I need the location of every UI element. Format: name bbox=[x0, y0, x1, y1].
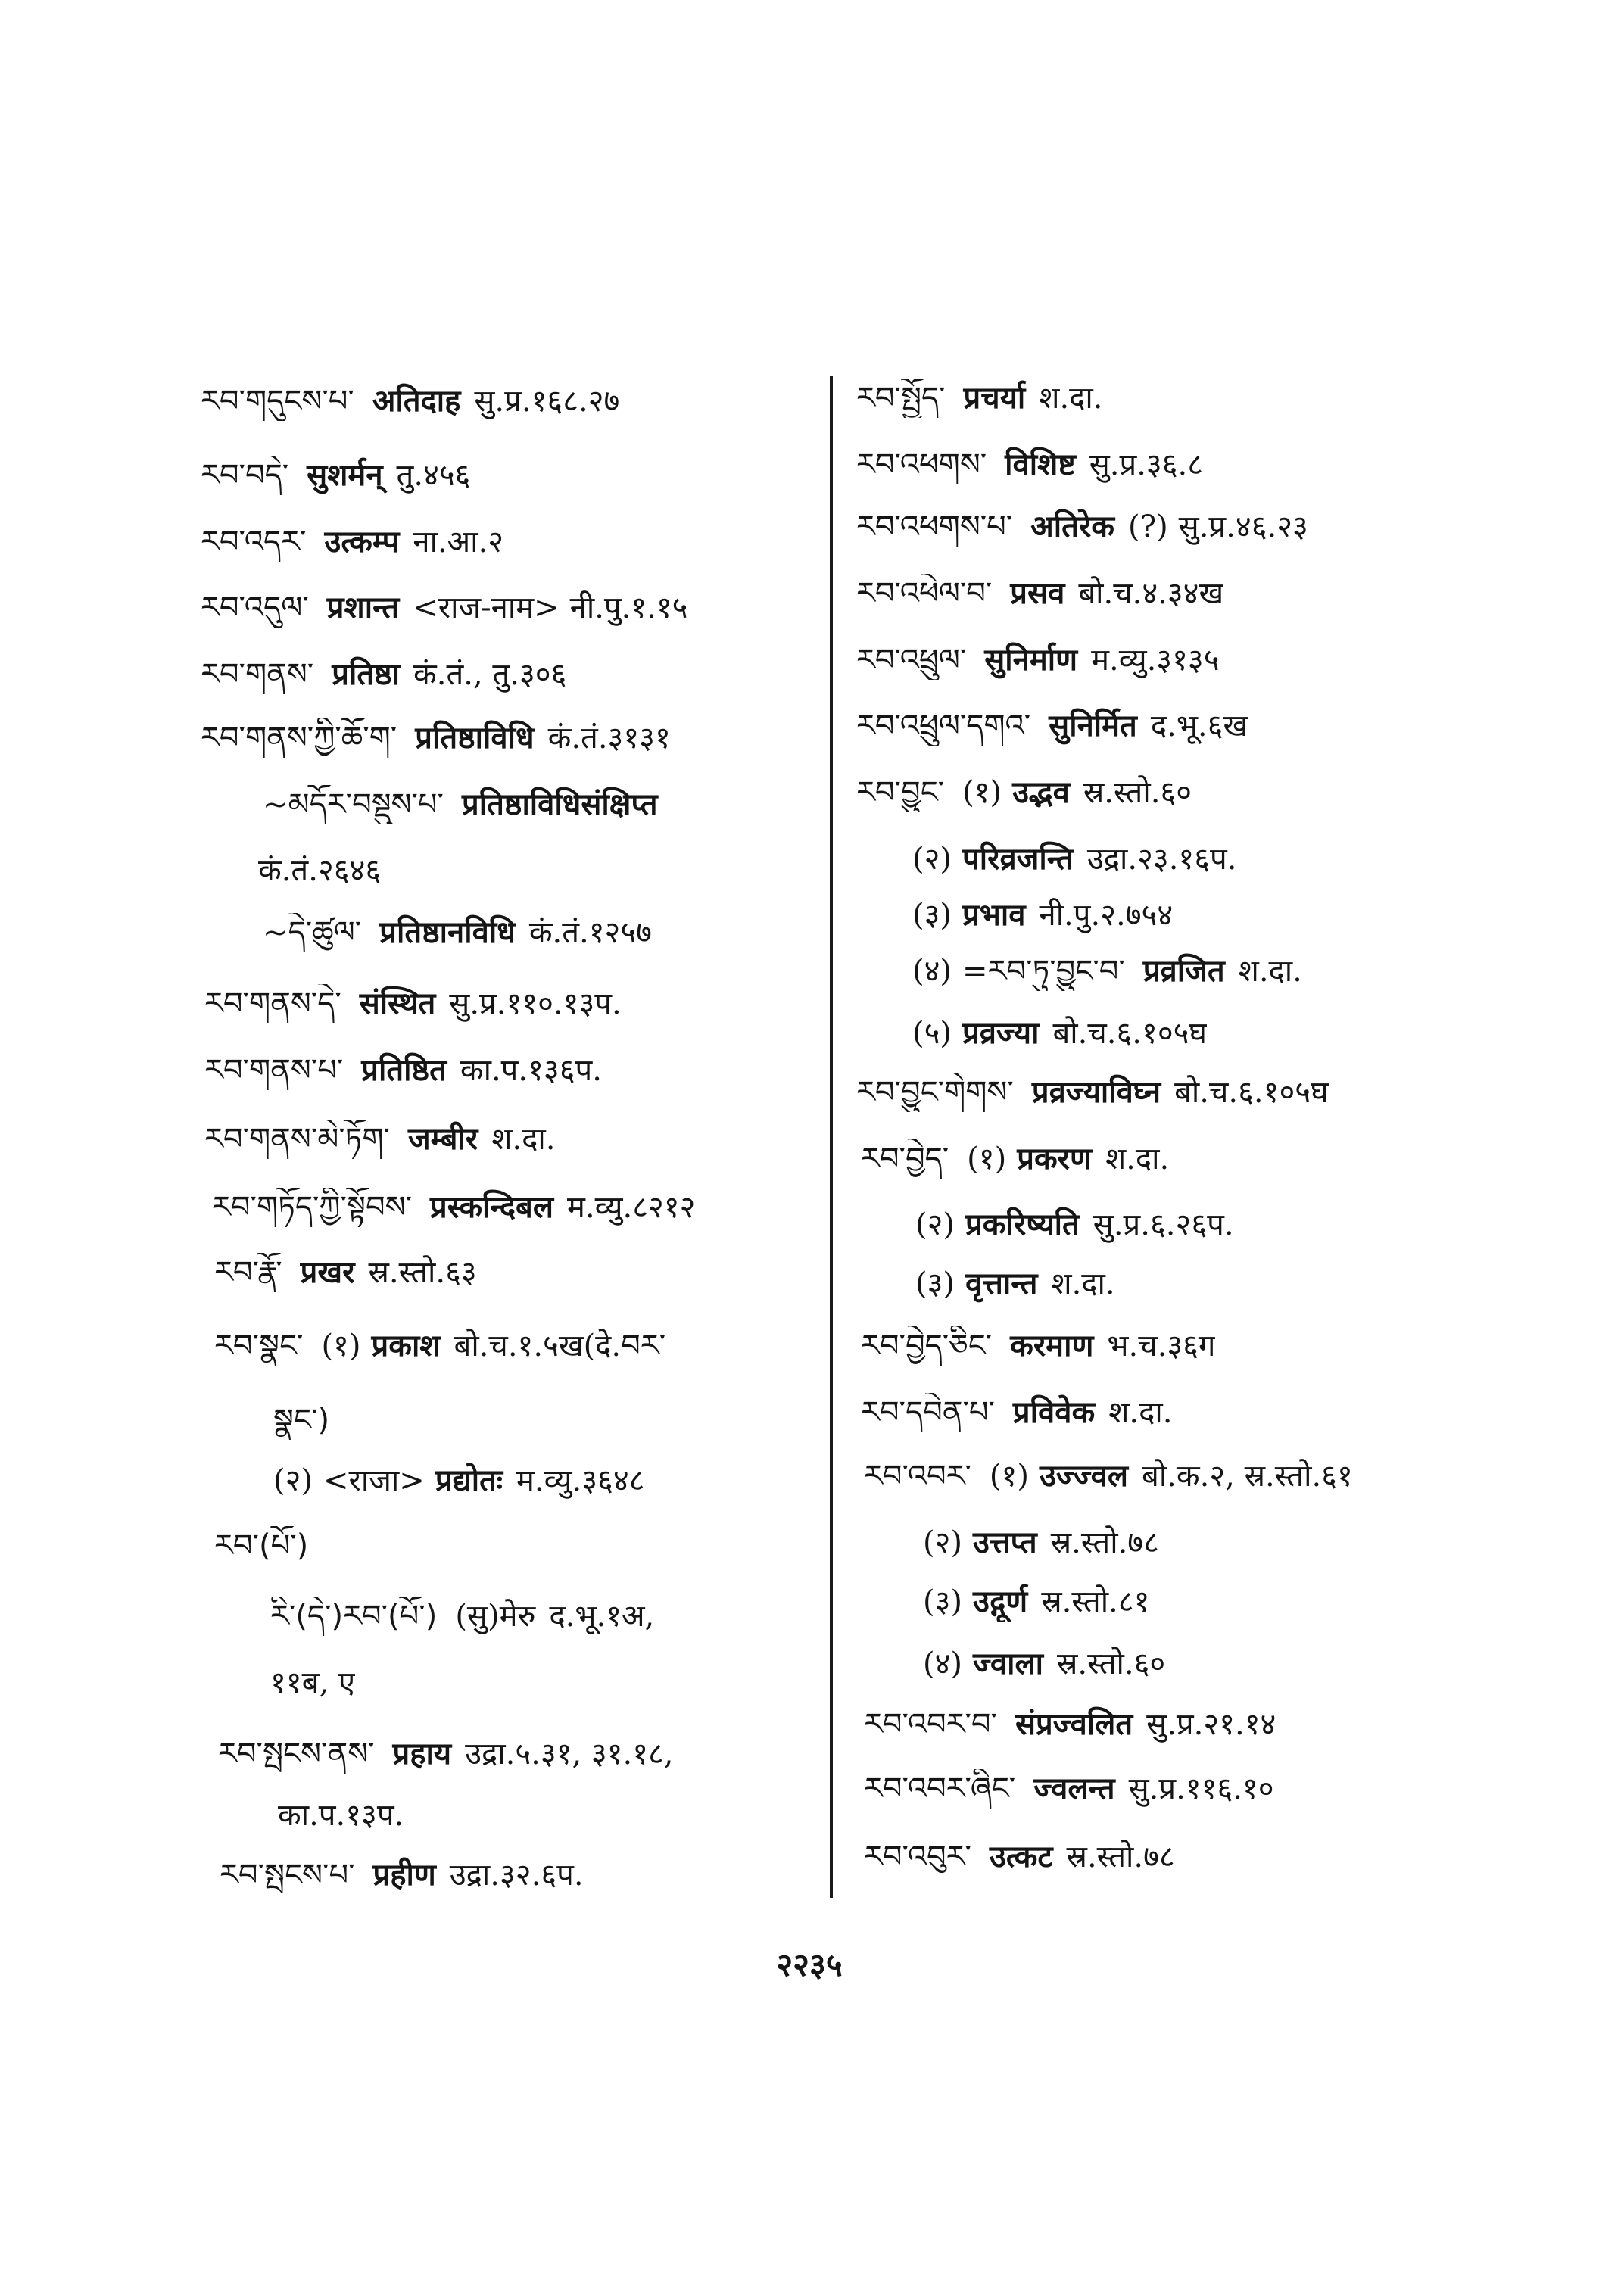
tibetan-headword: རབ་གདུངས་པ་ bbox=[201, 384, 354, 419]
sanskrit-term: सुनिर्माण bbox=[984, 642, 1078, 678]
source-reference: ११ब, ए bbox=[270, 1665, 355, 1700]
entry-line bbox=[201, 655, 566, 694]
source-reference: म.व्यु.८२१२ bbox=[566, 1190, 696, 1225]
entry-line bbox=[861, 1139, 1169, 1179]
sense-number: (१) bbox=[962, 775, 1002, 810]
sanskrit-term: उज्ज्वल bbox=[1039, 1458, 1128, 1494]
tibetan-headword: རབ་འབར་ bbox=[864, 1459, 971, 1494]
tibetan-headword: རབ་སྤངས་ནས་ bbox=[218, 1737, 375, 1771]
sanskrit-term: प्रकाश bbox=[371, 1328, 441, 1363]
tibetan-headword: ~དེ་ཚུལ་ bbox=[263, 915, 362, 950]
entry-line bbox=[915, 1205, 1234, 1245]
source-reference: का.प.१३६प. bbox=[460, 1053, 602, 1088]
sanskrit-term: प्रविवेक bbox=[1012, 1394, 1096, 1430]
sanskrit-term: प्रकरिष्यति bbox=[965, 1207, 1080, 1242]
sanskrit-term: प्रस्कन्दिबल bbox=[430, 1189, 553, 1225]
entry-line bbox=[201, 522, 503, 562]
source-reference: श.दा. bbox=[491, 1122, 556, 1157]
entry-line bbox=[204, 1051, 602, 1090]
source-reference: म.व्यु.३१३५ bbox=[1091, 643, 1220, 678]
usage-note: (?) bbox=[1128, 509, 1168, 544]
sense-number: (२) bbox=[923, 1525, 963, 1560]
source-reference: श.दा. bbox=[1108, 1395, 1173, 1430]
sanskrit-term: प्रखर bbox=[300, 1254, 355, 1290]
sanskrit-term: जम्बीर bbox=[407, 1121, 478, 1157]
tibetan-headword: རབ་འཕགས་ bbox=[856, 447, 987, 482]
source-reference: श.दा. bbox=[1051, 1266, 1115, 1301]
sanskrit-term: प्रसव bbox=[1010, 575, 1065, 611]
tibetan-headword: =རབ་ཏུ་བྱུང་བ་ bbox=[962, 954, 1125, 989]
tibetan-headword: རབ་བདེ་ bbox=[201, 458, 289, 493]
sanskrit-term: करमाण bbox=[1010, 1328, 1094, 1363]
sense-number: (४) bbox=[923, 1647, 963, 1681]
entry-line bbox=[220, 1855, 584, 1895]
sanskrit-term: उत्कट bbox=[989, 1839, 1053, 1874]
sanskrit-term: ज्वाला bbox=[973, 1646, 1043, 1681]
entry-line bbox=[912, 1014, 1207, 1053]
sanskrit-term: प्रव्रजित bbox=[1142, 953, 1225, 989]
tibetan-headword: རབ་འབར་ཞིང་ bbox=[864, 1771, 1016, 1806]
entry-line bbox=[923, 1523, 1159, 1562]
source-reference: नी.पु.१.१५ bbox=[569, 590, 688, 625]
tibetan-headword: རབ་འབུར་ bbox=[864, 1840, 971, 1874]
source-reference: कं.तं.२६४६ bbox=[258, 853, 382, 888]
sense-number: (१) bbox=[989, 1459, 1029, 1494]
entry-line bbox=[915, 1264, 1115, 1304]
entry-line bbox=[912, 896, 1173, 935]
tibetan-headword: རབ་རྣོ་ bbox=[214, 1255, 282, 1290]
tibetan-headword: རབ་འདར་ bbox=[201, 525, 307, 559]
tibetan-headword: རབ་བྱུང་ bbox=[856, 775, 945, 810]
sanskrit-term: सुशर्मन् bbox=[307, 457, 383, 493]
source-reference: कं.तं.१२५७ bbox=[528, 915, 652, 950]
sanskrit-term: प्रतिष्ठानविधि bbox=[379, 914, 516, 950]
sanskrit-term: सुनिर्मित bbox=[1049, 708, 1137, 743]
sense-number: (३) bbox=[923, 1584, 963, 1619]
entry-line bbox=[923, 1644, 1165, 1684]
sense-number: (१) bbox=[321, 1329, 361, 1363]
source-reference: सु.प्र.६.२६प. bbox=[1093, 1207, 1234, 1242]
usage-note: <राज-नाम> bbox=[413, 590, 560, 625]
source-reference: सु.प्र.३६.८ bbox=[1089, 447, 1204, 482]
entry-line bbox=[258, 851, 381, 890]
sanskrit-term: संस्थित bbox=[359, 986, 436, 1021]
tibetan-headword: རབ་སྣང་ bbox=[214, 1329, 304, 1363]
tibetan-headword: རབ་འཕེལ་བ་ bbox=[856, 576, 993, 611]
tibetan-headword: རབ་བྱེད་ཅིང་ bbox=[861, 1329, 993, 1363]
sanskrit-term: प्रशान्त bbox=[326, 590, 400, 625]
source-reference: सु.प्र.११०.१३प. bbox=[449, 986, 622, 1021]
sanskrit-term: प्रतिष्ठा bbox=[332, 656, 401, 692]
sanskrit-term: प्रहाय bbox=[392, 1736, 452, 1771]
source-reference: का.प.१३प. bbox=[278, 1798, 404, 1833]
sense-number: (२) bbox=[915, 1207, 955, 1242]
entry-line bbox=[204, 984, 622, 1023]
entry-line bbox=[864, 1837, 1175, 1877]
sanskrit-term: प्रहीण bbox=[372, 1857, 436, 1893]
entry-line bbox=[856, 1073, 1329, 1112]
source-reference: द.भू.६ख bbox=[1150, 709, 1248, 743]
entry-line bbox=[861, 1393, 1172, 1432]
sanskrit-term: प्रचर्या bbox=[963, 380, 1026, 416]
tibetan-headword: རབ་གནས་ bbox=[201, 657, 314, 692]
source-reference: बो.च.६.१०५घ bbox=[1052, 1016, 1208, 1051]
source-reference: सु.प्र.११६.१० bbox=[1128, 1771, 1274, 1806]
tibetan-headword: རབ་འཕྲུལ་ bbox=[856, 643, 967, 678]
entry-line bbox=[864, 1705, 1276, 1744]
tibetan-headword: རབ་གནས་ཀྱི་ཆོ་ག་ bbox=[201, 721, 397, 756]
sense-number: (५) bbox=[912, 1016, 952, 1051]
entry-line bbox=[856, 379, 1103, 418]
sense-number: (३) bbox=[915, 1266, 955, 1301]
tibetan-headword: རབ་འབར་བ་ bbox=[864, 1707, 997, 1742]
entry-line bbox=[273, 1400, 348, 1440]
source-reference: स्र.स्तो.८१ bbox=[1041, 1584, 1150, 1619]
source-reference: उद्रा.२३.१६प. bbox=[1086, 842, 1237, 877]
sanskrit-term: परिव्रजन्ति bbox=[962, 841, 1074, 877]
sense-number: (१) bbox=[967, 1142, 1007, 1176]
entry-line bbox=[278, 1796, 404, 1835]
source-reference: स्र.स्तो.६० bbox=[1083, 775, 1192, 810]
source-reference: कं.तं., तु.३०६ bbox=[413, 657, 567, 692]
source-reference: बो.च.६.१०५घ bbox=[1174, 1075, 1329, 1110]
sanskrit-term: संप्रज्वलित bbox=[1015, 1706, 1133, 1742]
sanskrit-term: वृत्तान्त bbox=[965, 1266, 1038, 1301]
column-divider bbox=[830, 376, 833, 1898]
sanskrit-term: प्रतिष्ठाविधि bbox=[415, 720, 535, 756]
sanskrit-term: प्रतिष्ठित bbox=[361, 1052, 447, 1088]
tibetan-headword: ~མདོར་བསྡུས་པ་ bbox=[263, 787, 444, 822]
entry-line bbox=[214, 1253, 477, 1292]
source-reference: ना.आ.२ bbox=[413, 525, 504, 559]
tibetan-headword: རབ་འདུལ་ bbox=[201, 590, 309, 625]
entry-line bbox=[263, 785, 672, 824]
entry-line bbox=[270, 1663, 355, 1703]
tibetan-headword: རབ་སྤངས་པ་ bbox=[220, 1858, 355, 1893]
sanskrit-term: प्रव्रज्याविघ्न bbox=[1031, 1074, 1161, 1110]
source-reference: सु.प्र.१६८.२७ bbox=[474, 384, 620, 419]
page-number: २२३५ bbox=[776, 1946, 843, 1983]
source-reference: नी.पु.२.७५४ bbox=[1039, 898, 1174, 933]
sanskrit-term: प्रद्योतः bbox=[435, 1463, 503, 1498]
entry-line bbox=[856, 706, 1248, 746]
sanskrit-term: अतिरेक bbox=[1030, 509, 1115, 544]
source-reference: स्र.स्तो.६० bbox=[1056, 1647, 1166, 1681]
tibetan-headword: རབ་བྱེད་ bbox=[861, 1142, 949, 1176]
tibetan-headword: རབ་དབེན་པ་ bbox=[861, 1395, 995, 1430]
entry-line bbox=[201, 382, 619, 421]
entry-line bbox=[856, 773, 1192, 812]
entry-line bbox=[864, 1456, 1353, 1496]
source-reference: बो.च.१.५ख(दे.བར་ bbox=[454, 1329, 666, 1363]
tibetan-headword: རབ་གནས་མེ་ཏོག་ bbox=[204, 1122, 390, 1157]
source-reference: श.दा. bbox=[1105, 1142, 1170, 1176]
tibetan-headword: རབ་(པོ་) bbox=[214, 1528, 309, 1563]
entry-line bbox=[856, 574, 1223, 613]
source-reference: म.व्यु.३६४८ bbox=[516, 1463, 645, 1498]
sanskrit-term: उत्कम्प bbox=[324, 524, 400, 559]
tibetan-headword: རབ་འཕགས་པ་ bbox=[856, 509, 1013, 544]
tibetan-headword: རབ་གཏོད་ཀྱི་སྟོབས་ bbox=[212, 1190, 412, 1225]
entry-line bbox=[856, 507, 1308, 547]
entry-line bbox=[201, 588, 687, 628]
tibetan-headword: རབ་གནས་དེ་ bbox=[204, 986, 341, 1021]
sense-number: (४) bbox=[912, 954, 952, 989]
entry-line bbox=[212, 1188, 695, 1227]
tibetan-headword: རི་(དེ་)རབ་(པོ་) bbox=[270, 1599, 438, 1634]
sanskrit-term: विशिष्ट bbox=[1005, 447, 1076, 482]
source-reference: उद्रा.३२.६प. bbox=[449, 1858, 584, 1893]
source-reference: श.दा. bbox=[1039, 381, 1103, 416]
tibetan-headword: སྣང་) bbox=[273, 1403, 330, 1438]
entry-line bbox=[270, 1597, 654, 1636]
entry-line bbox=[856, 445, 1203, 484]
sense-number: (३) bbox=[912, 898, 952, 933]
source-reference: द.भू.१अ, bbox=[549, 1599, 655, 1634]
sanskrit-term: प्रभाव bbox=[962, 897, 1026, 933]
source-reference: भ.च.३६ग bbox=[1107, 1329, 1216, 1363]
source-reference: श.दा. bbox=[1238, 954, 1302, 989]
entry-line bbox=[856, 640, 1220, 680]
sanskrit-term: (सु)मेरु bbox=[455, 1599, 536, 1634]
entry-line bbox=[923, 1582, 1149, 1622]
source-reference: सु.प्र.४६.२३ bbox=[1178, 509, 1308, 544]
source-reference: कं.तं.३१३१ bbox=[547, 721, 671, 756]
tibetan-headword: རབ་བྱུང་གེགས་ bbox=[856, 1075, 1014, 1110]
sanskrit-term: प्रकरण bbox=[1017, 1141, 1092, 1176]
sanskrit-term: ज्वलन्त bbox=[1033, 1771, 1115, 1806]
tibetan-headword: རབ་སྤྱོད་ bbox=[856, 381, 946, 416]
entry-line bbox=[912, 952, 1302, 991]
sanskrit-term: उत्तप्त bbox=[973, 1525, 1037, 1560]
source-reference: स्र.स्तो.६३ bbox=[368, 1255, 477, 1290]
tibetan-headword: རབ་འཕྲུལ་དགའ་ bbox=[856, 709, 1031, 743]
entry-line bbox=[201, 456, 470, 495]
entry-line bbox=[214, 1326, 665, 1366]
source-reference: बो.क.२, स्र.स्तो.६१ bbox=[1141, 1459, 1353, 1494]
source-reference: स्र.स्तो.७८ bbox=[1066, 1840, 1175, 1874]
source-reference: उद्रा.५.३१, ३१.१८, bbox=[465, 1737, 674, 1771]
source-reference: तु.४५६ bbox=[396, 458, 471, 493]
source-reference: सु.प्र.२१.१४ bbox=[1146, 1707, 1276, 1742]
entry-line bbox=[218, 1734, 674, 1774]
sense-number: (२) bbox=[273, 1463, 313, 1498]
sanskrit-term: अतिदाह bbox=[372, 383, 461, 419]
entry-line bbox=[201, 718, 671, 758]
entry-line bbox=[861, 1326, 1215, 1366]
entry-line bbox=[263, 913, 652, 952]
sanskrit-term: प्रव्रज्या bbox=[962, 1015, 1040, 1051]
source-reference: स्र.स्तो.७८ bbox=[1050, 1525, 1159, 1560]
entry-line bbox=[864, 1769, 1274, 1809]
sanskrit-term: प्रतिष्ठाविधिसंक्षिप्त bbox=[461, 787, 658, 822]
entry-line bbox=[214, 1526, 326, 1566]
entry-line bbox=[204, 1120, 555, 1159]
sense-number: (२) bbox=[912, 842, 952, 877]
source-reference: बो.च.४.३४ख bbox=[1078, 576, 1224, 611]
usage-note: <राजा> bbox=[323, 1463, 425, 1498]
tibetan-headword: རབ་གནས་པ་ bbox=[204, 1053, 344, 1088]
entry-line bbox=[273, 1461, 644, 1500]
sanskrit-term: उद्गूर्ण bbox=[973, 1584, 1028, 1619]
entry-line bbox=[912, 840, 1236, 879]
sanskrit-term: उद्भव bbox=[1012, 774, 1070, 810]
